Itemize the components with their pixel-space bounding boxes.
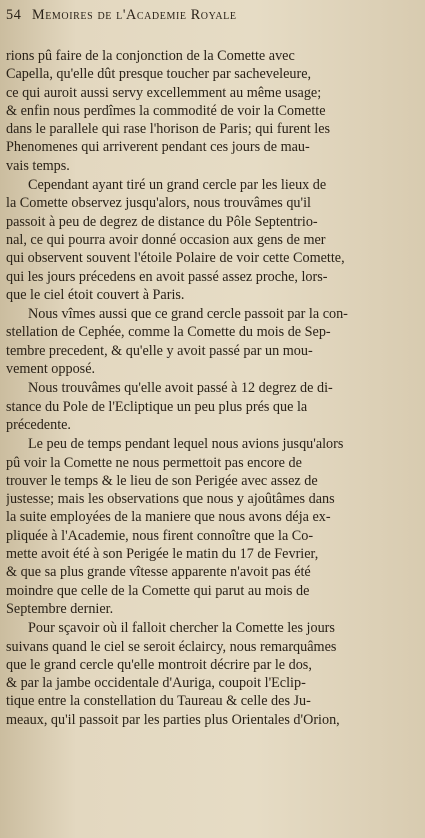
text-line: Phenomenes qui arriverent pendant ces jours de mau- bbox=[6, 139, 310, 156]
text-line: & enfin nous perdîmes la commodité de voir la Comette bbox=[6, 102, 326, 119]
text-line: ce qui auroit aussi servy excellemment au même usage; bbox=[6, 84, 322, 101]
text-line: précedente. bbox=[6, 416, 71, 433]
page-number: 54 bbox=[6, 7, 22, 23]
text-line: justesse; mais les observations que nous y ajoûtâmes dans bbox=[6, 491, 335, 508]
text-line: la suite employées de la maniere que nous avons déja ex- bbox=[6, 509, 331, 526]
paragraph bbox=[6, 176, 420, 304]
text-line: Nous trouvâmes qu'elle avoit passé à 12 degrez de di- bbox=[28, 380, 333, 397]
text-line: & que sa plus grande vîtesse apparente n'avoit pas été bbox=[6, 564, 311, 581]
text-line: que le ciel étoit couvert à Paris. bbox=[6, 286, 185, 303]
text-line: dans le parallele qui rase l'horison de Paris; qui furent les bbox=[6, 121, 331, 138]
text-body bbox=[6, 47, 420, 730]
text-line: suivans quand le ciel se seroit éclaircy, nous remarquâmes bbox=[6, 638, 337, 655]
text-line: tembre precedent, & qu'elle y avoit passé par un mou- bbox=[6, 342, 313, 359]
text-line: Nous vîmes aussi que ce grand cercle passoit par la con- bbox=[28, 306, 348, 323]
text-line: qui les jours précedens en avoit passé assez proche, lors- bbox=[6, 268, 328, 285]
text-line: & par la jambe occidentale d'Auriga, coupoit l'Eclip- bbox=[6, 675, 306, 692]
text-line: qui observent souvent l'étoile Polaire de voir cette Comette, bbox=[6, 250, 345, 267]
text-line: pû voir la Comette ne nous permettoit pas encore de bbox=[6, 454, 302, 471]
text-line: mette avoit été à son Perigée le matin du 17 de Fevrier, bbox=[6, 546, 319, 563]
text-line: stance du Pole de l'Ecliptique un peu plus prés que la bbox=[6, 398, 308, 415]
text-line: stellation de Cephée, comme la Comette du mois de Sep- bbox=[6, 324, 331, 341]
text-line: pliquée à l'Academie, nous firent connoître que la Co- bbox=[6, 527, 314, 544]
paragraph bbox=[6, 47, 420, 175]
paragraph bbox=[6, 305, 420, 378]
text-line: Septembre dernier. bbox=[6, 600, 114, 617]
paragraph bbox=[6, 619, 420, 729]
text-line: Capella, qu'elle dût presque toucher par sacheveleure, bbox=[6, 66, 312, 83]
text-line: Pour sçavoir où il falloit chercher la Comette les jours bbox=[28, 620, 335, 637]
text-line: tique entre la constellation du Taureau & celle des Ju- bbox=[6, 693, 311, 710]
paragraph bbox=[6, 379, 420, 434]
text-line: moindre que celle de la Comette qui parut au mois de bbox=[6, 582, 310, 599]
text-line: Cependant ayant tiré un grand cercle par les lieux de bbox=[28, 177, 327, 194]
text-line: passoit à peu de degrez de distance du Pôle Septentrio- bbox=[6, 213, 318, 230]
text-line: vais temps. bbox=[6, 157, 70, 174]
running-title: Memoires de l'Academie Royale bbox=[32, 7, 237, 23]
text-line: meaux, qu'il passoit par les parties plus Orientales d'Orion, bbox=[6, 711, 340, 728]
text-line: la Comette observez jusqu'alors, nous trouvâmes qu'il bbox=[6, 195, 311, 212]
text-line: Le peu de temps pendant lequel nous avions jusqu'alors bbox=[28, 436, 344, 453]
page-header bbox=[6, 6, 421, 25]
text-line: nal, ce qui pourra avoir donné occasion aux gens de mer bbox=[6, 231, 326, 248]
text-line: trouver le temps & le lieu de son Perigée avec assez de bbox=[6, 472, 318, 489]
paragraph bbox=[6, 435, 420, 618]
text-line: rions pû faire de la conjonction de la Comette avec bbox=[6, 48, 295, 64]
text-line: vement opposé. bbox=[6, 361, 96, 378]
text-line: que le grand cercle qu'elle montroit décrire par le dos, bbox=[6, 656, 312, 673]
